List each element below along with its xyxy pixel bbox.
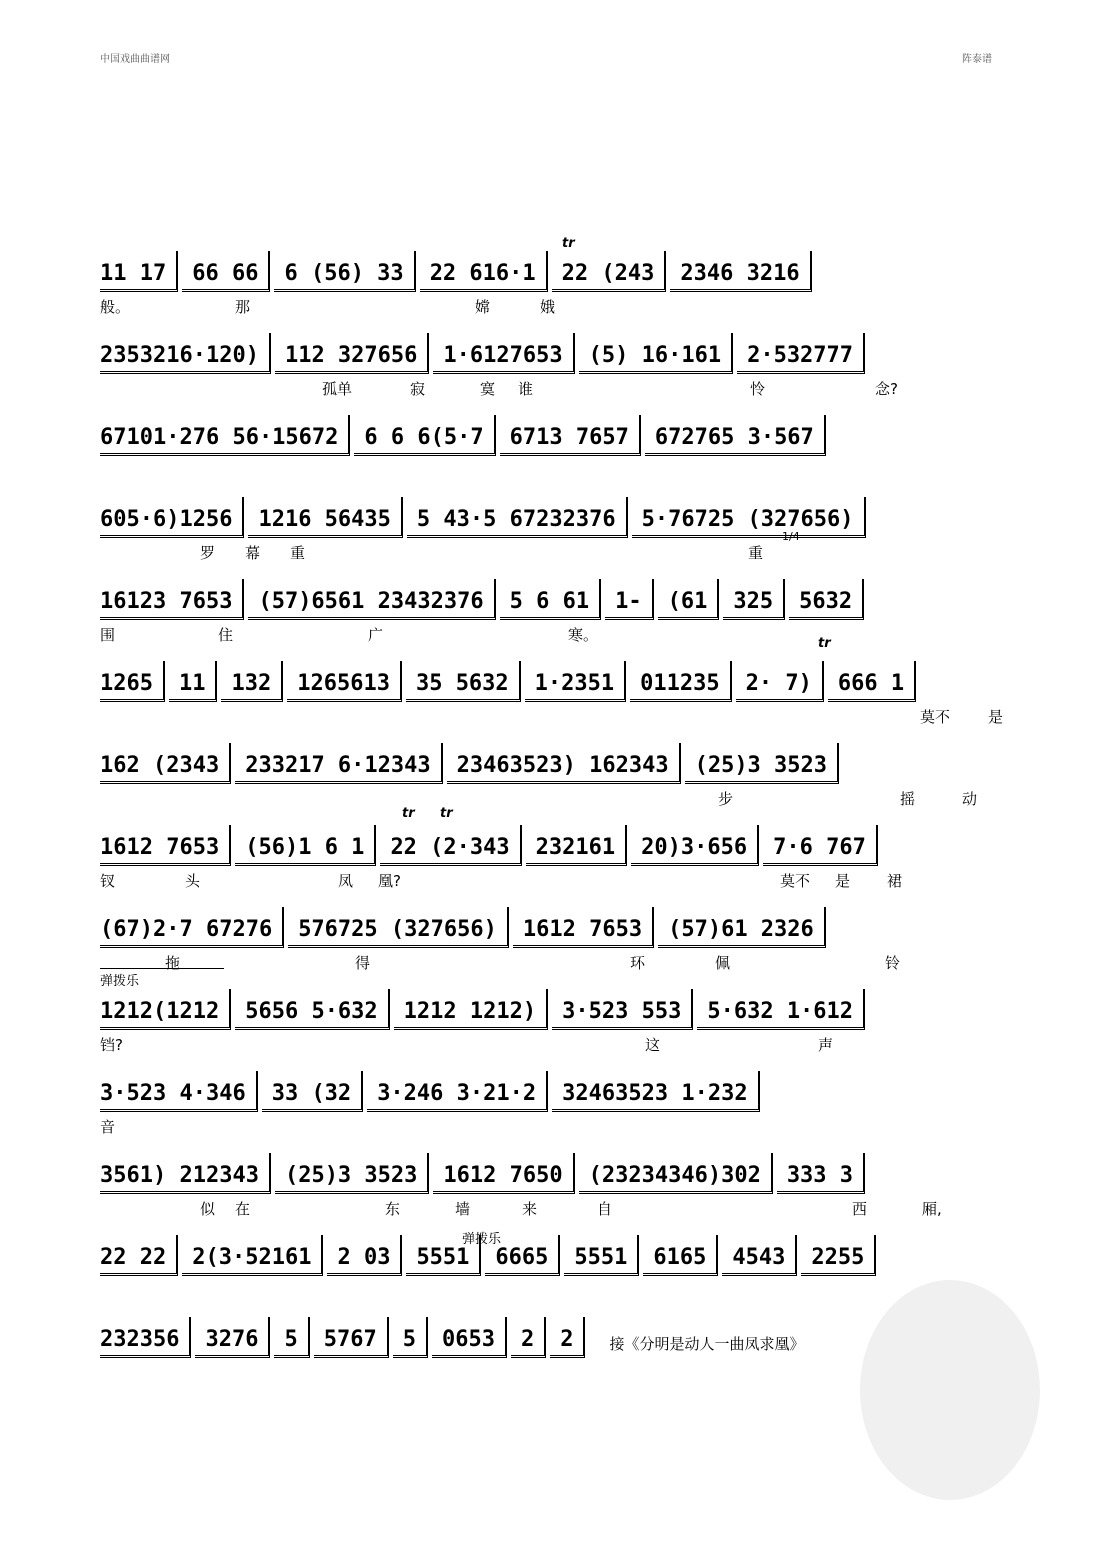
trill-mark: tr [402, 806, 415, 821]
lyric-syllable: 寂 [410, 380, 426, 398]
lyric-syllable: 孤单 [322, 380, 353, 398]
notes-line [100, 744, 1020, 784]
measure: 22 (243 [552, 251, 667, 292]
lyric-syllable: 摇 [900, 790, 916, 808]
measure: 6165 [643, 1235, 718, 1276]
lyric-syllable: 围 [100, 626, 116, 644]
watermark-logo [860, 1280, 1040, 1500]
lyric-syllable: 幕 [245, 544, 261, 562]
measure: 1212 1212) [394, 989, 548, 1030]
measure: 5·632 1·612 [697, 989, 865, 1030]
notes-line [100, 580, 1020, 620]
measure: 5656 5·632 [235, 989, 389, 1030]
measure: 5 6 61 [500, 579, 601, 620]
measure: 666 1 [828, 661, 916, 702]
score-row [100, 1222, 1020, 1304]
measure: 2 [511, 1317, 546, 1358]
measure: 2(3·52161 [182, 1235, 323, 1276]
measure: 6 (56) 33 [274, 251, 415, 292]
measure: (67)2·7 67276 [100, 907, 284, 948]
lyric-syllable: 是 [835, 872, 851, 890]
measure: 2·532777 [737, 333, 865, 374]
measure: 2255 [801, 1235, 876, 1276]
notes-line [100, 1154, 1020, 1194]
measure: 2 03 [327, 1235, 402, 1276]
measure: 605·6)1256 [100, 497, 244, 538]
score-row [100, 648, 1020, 730]
lyric-syllable: 罗 [200, 544, 216, 562]
lyric-syllable: 凰? [378, 872, 401, 890]
score-row [100, 1058, 1020, 1140]
lyric-syllable: 似 [200, 1200, 216, 1218]
lyric-syllable: 住 [218, 626, 234, 644]
lyric-syllable: 自 [597, 1200, 613, 1218]
measure: 22 616·1 [420, 251, 548, 292]
notes-line [100, 1236, 1020, 1276]
measure: 1216 56435 [248, 497, 402, 538]
lyric-syllable: 寒。 [568, 626, 599, 644]
measure: 1265 [100, 661, 165, 702]
measure: 11 [169, 661, 218, 702]
measure: 1612 7650 [433, 1153, 574, 1194]
measure: 22 (2·343 [380, 825, 521, 866]
measure: 35 5632 [406, 661, 521, 702]
score-row [100, 484, 1020, 566]
score-row [100, 730, 1020, 812]
measure: 33 (32 [262, 1071, 363, 1112]
jianpu-score [100, 238, 1020, 1386]
lyric-syllable: 莫不 [780, 872, 811, 890]
measure: 22 22 [100, 1235, 178, 1276]
measure: 67101·276 56·15672 [100, 415, 350, 456]
measure: 6713 7657 [500, 415, 641, 456]
measure: 3561) 212343 [100, 1153, 271, 1194]
lyric-syllable: 怜 [750, 380, 766, 398]
score-row [100, 238, 1020, 320]
measure: 5551 [406, 1235, 481, 1276]
measure: (56)1 6 1 [235, 825, 376, 866]
measure: (23234346)302 [579, 1153, 773, 1194]
lyric-syllable: 广 [368, 626, 384, 644]
lyric-syllable: 谁 [518, 380, 534, 398]
score-row [100, 402, 1020, 484]
measure: 6 6 6(5·7 [354, 415, 495, 456]
lyric-syllable: 念? [875, 380, 898, 398]
measure: 576725 (327656) [288, 907, 509, 948]
notes-line [100, 334, 1020, 374]
score-row [100, 812, 1020, 894]
notes-line [100, 662, 1020, 702]
lyric-syllable: 在 [235, 1200, 251, 1218]
measure: 5551 [564, 1235, 639, 1276]
measure: (57)61 2326 [658, 907, 826, 948]
measure: (25)3 3523 [685, 743, 839, 784]
measure: 1212(1212 [100, 989, 231, 1030]
measure: 23463523) 162343 [447, 743, 681, 784]
score-row [100, 1140, 1020, 1222]
lyric-syllable: 寞 [480, 380, 496, 398]
measure: 3·523 553 [552, 989, 693, 1030]
lyric-syllable: 来 [522, 1200, 538, 1218]
lyric-syllable: 铛? [100, 1036, 123, 1054]
lyric-syllable: 娥 [540, 298, 556, 316]
lyric-syllable: 拖 [165, 954, 181, 972]
measure: 5 [274, 1317, 309, 1358]
measure: (61 [658, 579, 720, 620]
lyric-syllable: 东 [385, 1200, 401, 1218]
measure: 2 [550, 1317, 585, 1358]
lyric-syllable: 是 [988, 708, 1004, 726]
notes-line [100, 990, 1020, 1030]
measure: 011235 [630, 661, 731, 702]
measure: 16123 7653 [100, 579, 244, 620]
notes-line [100, 498, 1020, 538]
measure: 6665 [485, 1235, 560, 1276]
lyric-syllable: 那 [235, 298, 251, 316]
notes-line [100, 416, 1020, 456]
measure: (25)3 3523 [275, 1153, 429, 1194]
trill-mark: tr [818, 636, 831, 651]
measure: 1612 7653 [513, 907, 654, 948]
measure: 333 3 [777, 1153, 865, 1194]
measure: 1265613 [287, 661, 402, 702]
measure: 5 43·5 67232376 [407, 497, 628, 538]
time-signature: 1/4 [782, 530, 800, 543]
measure: 7·6 767 [763, 825, 878, 866]
score-row [100, 894, 1020, 976]
measure: 2346 3216 [670, 251, 811, 292]
lyric-syllable: 这 [645, 1036, 661, 1054]
continuation-note: 接《分明是动人一曲凤求凰》 [609, 1334, 805, 1353]
lyric-syllable: 嫦 [475, 298, 491, 316]
lyric-syllable: 动 [962, 790, 978, 808]
measure: 232161 [526, 825, 627, 866]
instrument-annotation-1: 弹拨乐 [100, 968, 224, 989]
notes-line [100, 1072, 1020, 1112]
measure: 1·6127653 [433, 333, 574, 374]
lyric-syllable: 铃 [885, 954, 901, 972]
lyric-syllable: 裙 [887, 872, 903, 890]
notes-line [100, 252, 1020, 292]
score-row [100, 976, 1020, 1058]
measure: 3·246 3·21·2 [367, 1071, 548, 1112]
measure: 5·76725 (327656) [632, 497, 866, 538]
score-row [100, 320, 1020, 402]
measure: 4543 [722, 1235, 797, 1276]
measure: 2· 7) [736, 661, 824, 702]
measure: 3276 [195, 1317, 270, 1358]
measure: 1·2351 [525, 661, 626, 702]
lyric-syllable: 音 [100, 1118, 116, 1136]
lyric-syllable: 墙 [455, 1200, 471, 1218]
notes-line [100, 826, 1020, 866]
measure: 0653 [432, 1317, 507, 1358]
header-credit: 阵泰谱 [962, 54, 992, 65]
measure: 112 327656 [275, 333, 429, 374]
measure: 11 17 [100, 251, 178, 292]
score-row [100, 566, 1020, 648]
lyric-syllable: 重 [290, 544, 306, 562]
measure: 162 (2343 [100, 743, 231, 784]
measure: (57)6561 23432376 [248, 579, 495, 620]
lyric-syllable: 钗 [100, 872, 116, 890]
notes-line [100, 908, 1020, 948]
lyric-syllable: 头 [185, 872, 201, 890]
lyric-syllable: 环 [630, 954, 646, 972]
lyric-syllable: 般。 [100, 298, 131, 316]
header-site-name: 中国戏曲曲谱网 [100, 54, 170, 65]
measure: 20)3·656 [631, 825, 759, 866]
lyric-syllable: 佩 [715, 954, 731, 972]
lyric-syllable: 重 [748, 544, 764, 562]
lyric-syllable: 厢, [922, 1200, 942, 1218]
measure: 1612 7653 [100, 825, 231, 866]
measure: 232356 [100, 1317, 191, 1358]
measure: 32463523 1·232 [552, 1071, 759, 1112]
measure: 66 66 [182, 251, 270, 292]
lyric-syllable: 凤 [338, 872, 354, 890]
measure: 233217 6·12343 [235, 743, 442, 784]
lyric-syllable: 得 [355, 954, 371, 972]
measure: 132 [221, 661, 283, 702]
lyric-syllable: 声 [818, 1036, 834, 1054]
instrument-annotation-2: 弹拨乐 [462, 1232, 502, 1247]
measure: 672765 3·567 [645, 415, 826, 456]
trill-mark: tr [440, 806, 453, 821]
measure: 5632 [789, 579, 864, 620]
measure: 3·523 4·346 [100, 1071, 258, 1112]
measure: 1- [605, 579, 654, 620]
measure: 325 [723, 579, 785, 620]
measure: (5) 16·161 [579, 333, 733, 374]
trill-mark: tr [562, 236, 575, 251]
measure: 5 [393, 1317, 428, 1358]
measure: 2353216·120) [100, 333, 271, 374]
lyric-syllable: 西 [852, 1200, 868, 1218]
lyric-syllable: 莫不 [920, 708, 951, 726]
lyric-syllable: 步 [718, 790, 734, 808]
measure: 5767 [314, 1317, 389, 1358]
